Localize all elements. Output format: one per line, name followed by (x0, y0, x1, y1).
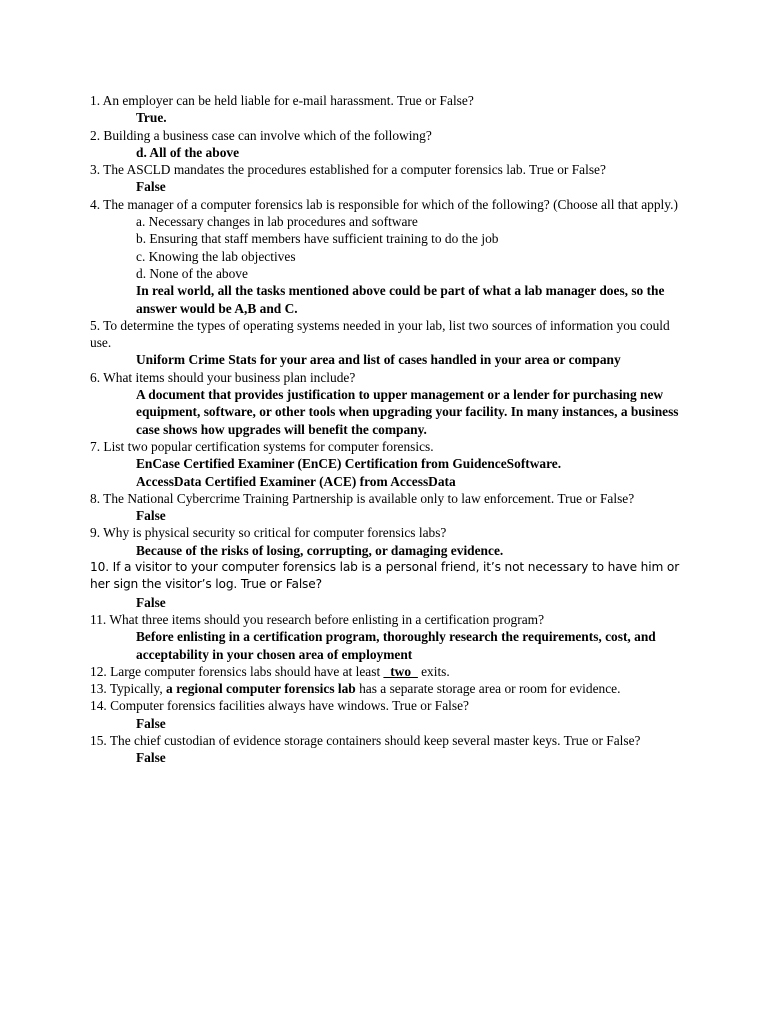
answer-10: False (136, 594, 166, 610)
answer-3: False (136, 179, 166, 195)
question-9: 9. Why is physical security so critical for computer forensics labs? (90, 525, 447, 541)
option-4a: a. Necessary changes in lab procedures and software (136, 214, 418, 230)
question-11: 11. What three items should you research before enlisting in a certification program? (90, 611, 545, 627)
question-4: 4. The manager of a computer forensics lab is responsible for which of the following? (Choose all that apply.) (90, 196, 678, 212)
answer-6: A document that provides justification to upper management or a lender for purchasing new equipment, software, or other tools when upgrading your facility. In many instances, a business case shows how upgrades will benefit the company. (136, 387, 679, 437)
question-10: 10. If a visitor to your computer forensics lab is a personal friend, it’s not necessary to have him or her sign the visitor’s log. True or False? (90, 560, 680, 592)
answer-1: True. (136, 110, 167, 126)
answer-7b: AccessData Certified Examiner (ACE) from AccessData (136, 473, 456, 489)
question-5: 5. To determine the types of operating systems needed in your lab, list two sources of information you could use. (90, 317, 670, 351)
question-13-bold-answer: a regional computer forensics lab (166, 681, 356, 697)
question-12-text-end: exits. (417, 663, 450, 679)
question-7: 7. List two popular certification systems for computer forensics. (90, 438, 434, 454)
answer-15: False (136, 750, 166, 766)
question-6: 6. What items should your business plan include? (90, 369, 356, 385)
question-15: 15. The chief custodian of evidence storage containers should keep several master keys. True or False? (90, 732, 641, 748)
question-12-blank-answer: _two_ (383, 663, 418, 679)
answer-11: Before enlisting in a certification program, thoroughly research the requirements, cost, and acceptability in your chosen area of employment (136, 629, 656, 662)
answer-2: d. All of the above (136, 144, 240, 160)
question-14: 14. Computer forensics facilities always have windows. True or False? (90, 698, 469, 714)
question-12-text: 12. Large computer forensics labs should have at least (90, 663, 384, 679)
question-list (90, 92, 680, 767)
question-12 (90, 663, 680, 680)
question-3: 3. The ASCLD mandates the procedures established for a computer forensics lab. True or False? (90, 162, 606, 178)
question-8: 8. The National Cybercrime Training Partnership is available only to law enforcement. True or False? (90, 490, 635, 506)
question-13 (90, 680, 680, 697)
question-2: 2. Building a business case can involve which of the following? (90, 127, 432, 143)
question-13-text: 13. Typically, (90, 681, 167, 697)
option-4b: b. Ensuring that staff members have sufficient training to do the job (136, 231, 499, 247)
answer-7a: EnCase Certified Examiner (EnCE) Certification from GuidenceSoftware. (136, 456, 562, 472)
answer-5: Uniform Crime Stats for your area and list of cases handled in your area or company (136, 352, 621, 368)
question-13-text-end: has a separate storage area or room for evidence. (355, 681, 621, 697)
answer-8: False (136, 508, 166, 524)
option-4d: d. None of the above (136, 265, 248, 281)
option-4c: c. Knowing the lab objectives (136, 248, 296, 264)
answer-9: Because of the risks of losing, corrupting, or damaging evidence. (136, 542, 504, 558)
answer-14: False (136, 715, 166, 731)
question-1: 1. An employer can be held liable for e-mail harassment. True or False? (90, 93, 474, 108)
answer-4: In real world, all the tasks mentioned above could be part of what a lab manager does, so the answer would be A,B and C. (136, 283, 665, 316)
